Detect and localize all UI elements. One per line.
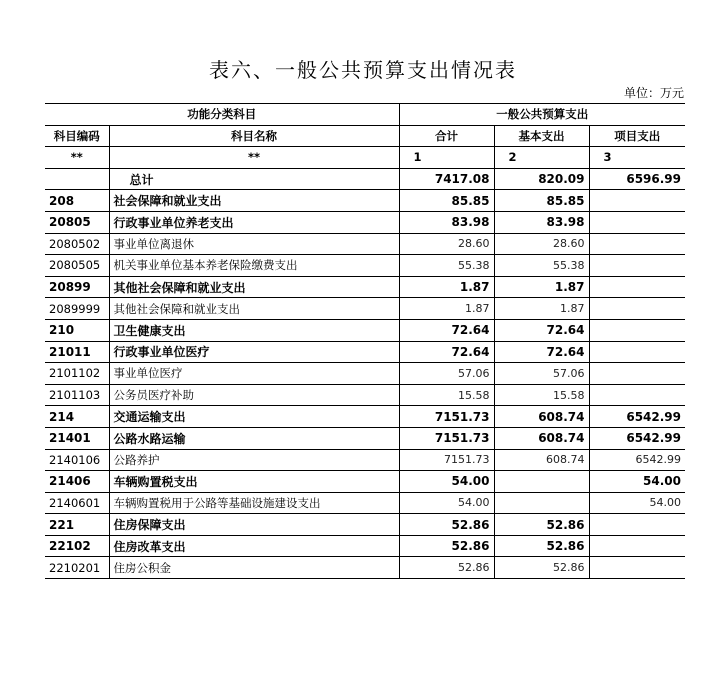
row-name: 交通运输支出 — [109, 406, 399, 428]
row-name: 住房保障支出 — [109, 514, 399, 536]
total-name: 总计 — [109, 168, 399, 190]
unit-label: 单位：万元 — [623, 86, 684, 100]
page-title: 表六、一般公共预算支出情况表 — [209, 58, 517, 82]
row-basic: 28.60 — [494, 233, 589, 255]
row-total: 1.87 — [399, 276, 494, 298]
row-code: 210 — [45, 319, 109, 341]
row-code: 2140106 — [45, 449, 109, 471]
row-total: 52.86 — [399, 535, 494, 557]
total-project: 6596.99 — [589, 168, 685, 190]
row-total: 7151.73 — [399, 427, 494, 449]
row-code: 22102 — [45, 535, 109, 557]
row-basic: 85.85 — [494, 190, 589, 212]
table-row — [45, 449, 685, 471]
row-code: 214 — [45, 406, 109, 428]
header-basic: 基本支出 — [494, 125, 589, 147]
row-basic: 83.98 — [494, 211, 589, 233]
total-row — [45, 168, 685, 190]
row-basic — [494, 492, 589, 514]
row-project — [589, 211, 685, 233]
row-basic: 608.74 — [494, 449, 589, 471]
row-total: 7151.73 — [399, 406, 494, 428]
row-code: 2089999 — [45, 298, 109, 320]
row-project — [589, 384, 685, 406]
row-code: 20805 — [45, 211, 109, 233]
row-basic: 1.87 — [494, 276, 589, 298]
header-function-category: 功能分类科目 — [45, 104, 399, 126]
table-row — [45, 319, 685, 341]
row-total: 52.86 — [399, 514, 494, 536]
index-name: ** — [109, 147, 399, 169]
total-basic: 820.09 — [494, 168, 589, 190]
budget-table — [45, 103, 685, 579]
header-column-row — [45, 125, 685, 147]
table-row — [45, 406, 685, 428]
row-project: 6542.99 — [589, 427, 685, 449]
header-name: 科目名称 — [109, 125, 399, 147]
row-basic: 52.86 — [494, 535, 589, 557]
row-basic: 608.74 — [494, 406, 589, 428]
row-name: 社会保障和就业支出 — [109, 190, 399, 212]
table-row — [45, 427, 685, 449]
row-code: 21406 — [45, 471, 109, 493]
row-code: 2080505 — [45, 255, 109, 277]
row-project — [589, 298, 685, 320]
row-total: 7151.73 — [399, 449, 494, 471]
row-basic: 15.58 — [494, 384, 589, 406]
total-sum: 7417.08 — [399, 168, 494, 190]
header-general-budget: 一般公共预算支出 — [399, 104, 685, 126]
row-total: 85.85 — [399, 190, 494, 212]
row-name: 卫生健康支出 — [109, 319, 399, 341]
table-row — [45, 471, 685, 493]
row-code: 20899 — [45, 276, 109, 298]
table-row — [45, 492, 685, 514]
row-total: 55.38 — [399, 255, 494, 277]
total-code — [45, 168, 109, 190]
row-project — [589, 514, 685, 536]
table-row — [45, 535, 685, 557]
index-row — [45, 147, 685, 169]
row-name: 公务员医疗补助 — [109, 384, 399, 406]
row-total: 72.64 — [399, 341, 494, 363]
row-name: 其他社会保障和就业支出 — [109, 298, 399, 320]
table-row — [45, 211, 685, 233]
row-total: 15.58 — [399, 384, 494, 406]
table-row — [45, 298, 685, 320]
row-total: 54.00 — [399, 492, 494, 514]
row-basic: 72.64 — [494, 341, 589, 363]
index-project: 3 — [589, 147, 685, 169]
row-project — [589, 341, 685, 363]
table-row — [45, 255, 685, 277]
row-code: 2101102 — [45, 363, 109, 385]
row-basic: 1.87 — [494, 298, 589, 320]
row-project: 6542.99 — [589, 406, 685, 428]
row-name: 行政事业单位养老支出 — [109, 211, 399, 233]
row-total: 28.60 — [399, 233, 494, 255]
row-code: 2101103 — [45, 384, 109, 406]
row-code: 208 — [45, 190, 109, 212]
row-name: 公路养护 — [109, 449, 399, 471]
row-code: 221 — [45, 514, 109, 536]
row-total: 54.00 — [399, 471, 494, 493]
header-project: 项目支出 — [589, 125, 685, 147]
row-basic: 52.86 — [494, 557, 589, 579]
row-project — [589, 276, 685, 298]
row-project: 54.00 — [589, 492, 685, 514]
row-project — [589, 319, 685, 341]
header-total: 合计 — [399, 125, 494, 147]
row-basic: 52.86 — [494, 514, 589, 536]
row-code: 21401 — [45, 427, 109, 449]
index-code: ** — [45, 147, 109, 169]
row-project: 54.00 — [589, 471, 685, 493]
row-name: 行政事业单位医疗 — [109, 341, 399, 363]
row-total: 1.87 — [399, 298, 494, 320]
row-project — [589, 557, 685, 579]
table-row — [45, 190, 685, 212]
row-project — [589, 190, 685, 212]
row-total: 52.86 — [399, 557, 494, 579]
row-basic: 608.74 — [494, 427, 589, 449]
row-project — [589, 535, 685, 557]
index-basic: 2 — [494, 147, 589, 169]
row-project — [589, 363, 685, 385]
row-name: 车辆购置税支出 — [109, 471, 399, 493]
index-total: 1 — [399, 147, 494, 169]
row-project — [589, 255, 685, 277]
table-row — [45, 276, 685, 298]
row-name: 事业单位医疗 — [109, 363, 399, 385]
table-row — [45, 514, 685, 536]
table-row — [45, 341, 685, 363]
row-name: 住房改革支出 — [109, 535, 399, 557]
row-name: 其他社会保障和就业支出 — [109, 276, 399, 298]
row-code: 2080502 — [45, 233, 109, 255]
row-name: 住房公积金 — [109, 557, 399, 579]
table-row — [45, 557, 685, 579]
table-row — [45, 384, 685, 406]
header-code: 科目编码 — [45, 125, 109, 147]
row-name: 事业单位离退休 — [109, 233, 399, 255]
row-basic — [494, 471, 589, 493]
header-group-row — [45, 104, 685, 126]
row-name: 车辆购置税用于公路等基础设施建设支出 — [109, 492, 399, 514]
row-basic: 57.06 — [494, 363, 589, 385]
row-project: 6542.99 — [589, 449, 685, 471]
row-code: 2210201 — [45, 557, 109, 579]
row-project — [589, 233, 685, 255]
row-name: 机关事业单位基本养老保险缴费支出 — [109, 255, 399, 277]
row-code: 21011 — [45, 341, 109, 363]
table-row — [45, 363, 685, 385]
row-total: 57.06 — [399, 363, 494, 385]
row-name: 公路水路运输 — [109, 427, 399, 449]
row-code: 2140601 — [45, 492, 109, 514]
row-basic: 72.64 — [494, 319, 589, 341]
table-row — [45, 233, 685, 255]
row-total: 83.98 — [399, 211, 494, 233]
row-basic: 55.38 — [494, 255, 589, 277]
row-total: 72.64 — [399, 319, 494, 341]
